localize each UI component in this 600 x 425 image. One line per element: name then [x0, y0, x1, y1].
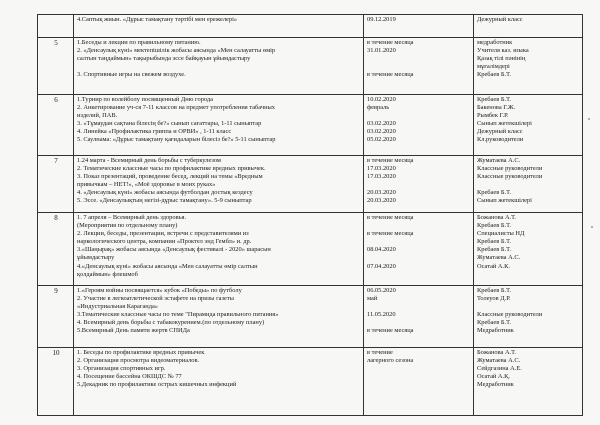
responsible-cell [474, 156, 583, 213]
event-line: 2. Организация просмотра видеоматериалов. [77, 357, 200, 365]
responsible-line: Классные руководители [477, 173, 543, 181]
event-line: 4. Посещение бассейна ОКШДС № 77 [77, 373, 182, 381]
responsible-line: Дежурный класс [477, 128, 523, 136]
responsible-cell [474, 213, 583, 286]
date-line: 09.12.2019 [367, 16, 396, 23]
row-number-cell [38, 156, 74, 213]
event-line: «Индустриальная Караганда» [77, 303, 158, 311]
responsible-line: Сынып жетекшілері [477, 120, 532, 128]
row-number: 6 [54, 96, 58, 104]
responsible-line: Толеуов Д.Р. [477, 295, 511, 303]
date-line: в течение месяца [367, 71, 414, 79]
responsible-line: Классные руководители [477, 311, 543, 319]
table-row [38, 15, 583, 38]
date-line: 08.04.2020 [367, 246, 396, 254]
responsible-line: Классные руководители [477, 165, 543, 173]
responsible-line: Осатай А.К. [477, 262, 510, 270]
event-cell [74, 213, 364, 286]
responsible-line: медработник [477, 39, 513, 46]
date-line: 03.02.2020 [367, 128, 396, 136]
date-line [367, 365, 471, 373]
responsible-line: Осатай А.Қ. [477, 373, 510, 381]
date-cell [364, 15, 474, 38]
table-row [38, 95, 583, 156]
event-line: 3. «Тұмаудан сақтана білесің бе?» сынып сағаттары, 1-11 сыныптар [77, 120, 262, 128]
event-line: 1. Беседы по профилактике вредных привычек [77, 349, 205, 356]
responsible-line: Кребаев Б.Т. [477, 96, 511, 103]
event-line: 4. «Денсаулық күні» жобасы аясында футболдан достық кездесу [77, 189, 253, 197]
date-cell [364, 213, 474, 286]
event-line: 5. Саулнама: «Дұрыс тамақтану қағидаларын білесіз бе?» 5-11 сыныптар [77, 136, 276, 144]
date-line [367, 271, 471, 279]
event-line [77, 63, 361, 71]
event-line: 1. 7 апреля – Всемирный день здоровья. [77, 214, 187, 221]
date-line [367, 238, 471, 246]
responsible-line: Қазақ тілі пәнінің [477, 55, 526, 63]
date-line [367, 303, 471, 311]
responsible-cell [474, 286, 583, 348]
responsible-cell [474, 348, 583, 416]
table-row [38, 156, 583, 213]
responsible-line: Бакенова Г.Ж. [477, 104, 516, 112]
responsible-line [477, 271, 580, 279]
date-line: 11.05.2020 [367, 311, 396, 319]
row-number-cell [38, 15, 74, 38]
responsible-line: Кребаев Б.Т. [477, 319, 511, 327]
date-cell [364, 156, 474, 213]
event-cell [74, 95, 364, 156]
responsible-line: Божанова А.Т. [477, 349, 517, 356]
date-line: 17.03.2020 [367, 165, 396, 173]
date-line [367, 381, 471, 389]
row-number: 8 [54, 214, 58, 222]
date-line: май [367, 295, 378, 303]
responsible-line: Рымбек Г.Р. [477, 112, 509, 120]
date-cell [364, 286, 474, 348]
responsible-line: Жуматаева А.С. [477, 157, 521, 164]
event-cell [74, 38, 364, 95]
date-line: 10.02.2020 [367, 96, 396, 103]
event-line: 4. Всемирный день борьбы с табакокурением.(по отдельному плану) [77, 319, 265, 327]
plan-table [37, 14, 583, 416]
event-line: 4. Линейка «Профилактика гриппа и ОРВИ» , 1-11 класс [77, 128, 232, 136]
responsible-line: Учителя каз. языка [477, 47, 529, 55]
date-line: лагерного сезона [367, 357, 414, 365]
event-cell [74, 156, 364, 213]
responsible-cell [474, 95, 583, 156]
event-line: 1.Беседы и лекции по правильному питанию. [77, 39, 201, 46]
date-line: 06.05.2020 [367, 287, 396, 294]
date-line: 31.01.2020 [367, 47, 396, 55]
responsible-line: Кребаев Б.Т. [477, 287, 511, 294]
table-row [38, 348, 583, 416]
event-line: 5.Всемирный День памяти жертв СПИДа [77, 327, 190, 335]
responsible-line: Сынып жетекшілері [477, 197, 532, 205]
event-line: изделий, ПАВ. [77, 112, 118, 120]
responsible-cell [474, 38, 583, 95]
date-line: в течение месяца [367, 214, 414, 221]
responsible-line: Кребаев Б.Т. [477, 71, 511, 79]
event-line: 4.«Денсаулық күні» жобасы аясында «Мен салауатты өмір салтын [77, 262, 258, 270]
date-line: 03.02.2020 [367, 120, 396, 128]
date-line: в течение месяца [367, 327, 414, 335]
event-line: ұйымдастыру [77, 254, 115, 262]
event-line: 2. Тематические классные часы по профилактике вредных привычек. [77, 165, 266, 173]
row-number-cell [38, 348, 74, 416]
event-line: привычкам – НЕТ!», «Моё здоровье в моих руках» [77, 181, 216, 189]
responsible-line: Кребаев Б.Т. [477, 222, 511, 230]
table-row [38, 38, 583, 95]
date-line: в течение месяца [367, 157, 414, 164]
responsible-line [477, 303, 580, 311]
row-number: 7 [54, 157, 58, 165]
date-line [367, 112, 471, 120]
date-line [367, 373, 471, 381]
event-line: (Мероприятия по отдельному плану) [77, 222, 178, 230]
row-number-cell [38, 213, 74, 286]
event-line: салтын таңдаймын» тақырыбында эссе байқауын ұйымдастыру [77, 55, 251, 63]
row-number-cell [38, 38, 74, 95]
row-number: 5 [54, 39, 58, 47]
row-number: 9 [54, 287, 58, 295]
responsible-line: Специалисты НД [477, 230, 525, 238]
row-number-cell [38, 95, 74, 156]
event-line: наркологического центра, компании «Проктел энд Гембл» и. др. [77, 238, 252, 246]
date-line: 20.03.2020 [367, 197, 396, 205]
event-line: 3.Тематические классные часы по теме "Пирамида правильного питания» [77, 311, 279, 319]
responsible-line: Сейдгазина А.Е. [477, 365, 522, 373]
event-line: 5. Эссе. «Денсаулықтың негізі-дұрыс тамақтану». 5-9 сыныптар [77, 197, 252, 205]
responsible-line: Кребаев Б.Т. [477, 246, 511, 254]
responsible-line: Жуматаева А.С. [477, 254, 521, 262]
responsible-line: Кребаев Б.Т. [477, 189, 511, 197]
event-line: 2. Анкетирование уч-ся 7-11 классов на предмет употребления табачных [77, 104, 275, 112]
date-line [367, 319, 471, 327]
table-row [38, 213, 583, 286]
responsible-line: Кребаев Б.Т. [477, 238, 511, 246]
responsible-line: Кл.руководители [477, 136, 524, 144]
responsible-line: мұғалімдері [477, 63, 510, 71]
plan-table-body [38, 15, 583, 416]
date-line: 20.03.2020 [367, 189, 396, 197]
event-line: 1.24 марта - Всемирный день борьбы с туберкулезом [77, 157, 221, 164]
event-line: 3. Спортивные игры на свежем воздухе. [77, 71, 186, 79]
event-line: 3. Организация спортивных игр. [77, 365, 166, 373]
event-cell [74, 348, 364, 416]
date-line: в течение месяца [367, 230, 414, 238]
date-line: 05.02.2020 [367, 136, 396, 144]
date-line [367, 254, 471, 262]
responsible-line: Дежурный класс [477, 16, 523, 23]
row-number: 10 [52, 349, 60, 357]
row-number-cell [38, 286, 74, 348]
event-line: 5.Декадник по профилактике острых кишечных инфекций [77, 381, 237, 389]
event-cell [74, 286, 364, 348]
date-line: 17.03.2020 [367, 173, 396, 181]
date-line: в течение [367, 349, 393, 356]
responsible-line [477, 181, 580, 189]
scan-speck [588, 118, 590, 120]
date-line: в течение месяца [367, 39, 414, 46]
event-line: 3. Показ презентаций, проведение бесед, лекций на темы «Вредным [77, 173, 263, 181]
responsible-line: Жуматаева А.С. [477, 357, 521, 365]
date-line [367, 222, 471, 230]
event-line: 2. «Денсаулық күні» мектепішілік жобасы аясында «Мен салауатты өмір [77, 47, 276, 55]
date-cell [364, 38, 474, 95]
responsible-line: Божанова А.Т. [477, 214, 517, 221]
responsible-line: Медработник [477, 381, 514, 389]
event-line: 2. Участие в легкоатлетической эстафете на призы газеты [77, 295, 234, 303]
date-cell [364, 348, 474, 416]
date-line [367, 55, 471, 63]
responsible-cell [474, 15, 583, 38]
event-line: 1.Турнир по волейболу посвященный Дню города [77, 96, 213, 103]
event-line: 3.«Шаңырақ» жобасы аясында «Денсаулық фестивалі - 2020» шарасын [77, 246, 271, 254]
event-cell [74, 15, 364, 38]
date-line [367, 181, 471, 189]
date-line: 07.04.2020 [367, 262, 396, 270]
event-line: 1.«Героям войны посвящается» кубок «Победы» по футболу [77, 287, 242, 294]
date-cell [364, 95, 474, 156]
date-line: февраль [367, 104, 390, 112]
event-line: 4.Саптық жиын. «Дұрыс тамақтану тәртібі мен ережелері» [77, 16, 238, 23]
event-line: 2. Лекции, беседы, презентации, встречи с представителями из [77, 230, 249, 238]
date-line [367, 63, 471, 71]
event-line: қолдаймын» флешмоб [77, 270, 138, 278]
scan-speck [591, 226, 593, 228]
table-row [38, 286, 583, 348]
responsible-line: Медработник [477, 327, 514, 335]
